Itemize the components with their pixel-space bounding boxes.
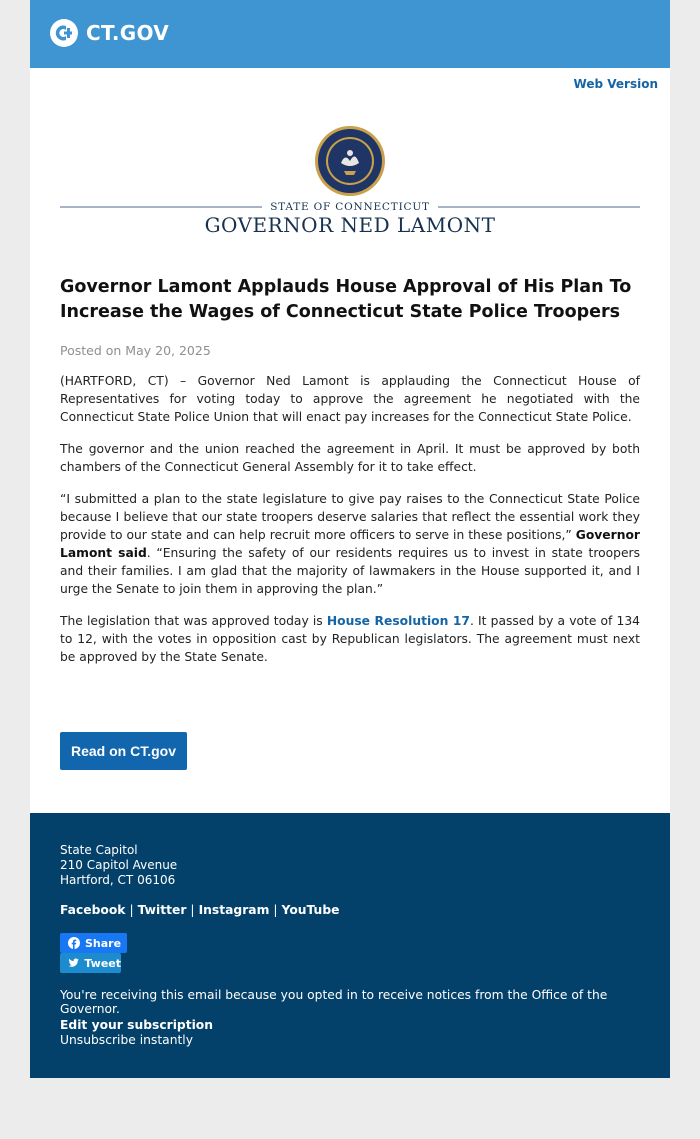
paragraph-3: “I submitted a plan to the state legislature to give pay raises to the Connecticut State Police because I believe that our state troopers deserve salaries that reflect the essential work they provide to our state and can help recruit more officers to serve in these positions,” Governor Lamont said. “Ensuring the safety of our residents requires us to invest in state troopers and their families. I am glad that the majority of lawmakers in the House supported it, and I urge the Senate to join them in approving the plan.”	[60, 492, 640, 596]
instagram-link[interactable]: Instagram	[198, 903, 270, 917]
paragraph-4: The legislation that was approved today is House Resolution 17. It passed by a vote of 134 to 12, with the votes in opposition cast by Republican legislators. The agreement must next be approved by the State Senate.	[60, 614, 641, 664]
youtube-link[interactable]: YouTube	[281, 903, 340, 917]
article	[60, 275, 640, 666]
posted-date: Posted on May 20, 2025	[60, 343, 211, 358]
governor-masthead	[60, 201, 640, 237]
twitter-link[interactable]: Twitter	[137, 903, 187, 917]
facebook-share-button[interactable]: Share	[60, 933, 127, 953]
edit-subscription-link[interactable]: Edit your subscription	[60, 1018, 214, 1032]
unsubscribe-link[interactable]: Unsubscribe instantly	[60, 1033, 194, 1047]
main-content	[30, 68, 670, 813]
ct-gov-logo[interactable]	[50, 19, 169, 47]
email-container	[30, 0, 670, 1078]
footer	[30, 813, 670, 1078]
article-title: Governor Lamont Applauds House Approval of His Plan To Increase the Wages of Connecticut State Police Troopers	[60, 277, 632, 322]
twitter-icon	[68, 957, 79, 969]
state-label: STATE OF CONNECTICUT	[270, 201, 430, 213]
paragraph-2: The governor and the union reached the agreement in April. It must be approved by both chambers of the Connecticut General Assembly for it to take effect.	[60, 442, 640, 474]
tweet-button[interactable]: Tweet	[60, 953, 121, 973]
masthead-rule-right	[438, 206, 640, 208]
ct-logo-icon	[50, 19, 78, 47]
subscription-notice: You're receiving this email because you opted in to receive notices from the Office of the Governor.	[60, 988, 608, 1016]
governor-seal-icon	[314, 125, 386, 197]
header-bar	[30, 0, 670, 68]
read-on-ctgov-button[interactable]: Read on CT.gov	[60, 732, 187, 770]
facebook-link[interactable]: Facebook	[60, 903, 126, 917]
logo-text: CT.GOV	[86, 21, 170, 45]
web-version-link[interactable]: Web Version	[573, 77, 658, 91]
governor-name: GOVERNOR NED LAMONT	[204, 213, 496, 237]
paragraph-1: (HARTFORD, CT) – Governor Ned Lamont is applauding the Connecticut House of Representatives for voting today to approve the agreement he negotiated with the Connecticut State Police Union that will enact pay increases for the Connecticut State Police.	[60, 374, 640, 424]
address: State Capitol 210 Capitol Avenue Hartford, CT 06106	[60, 843, 178, 887]
house-resolution-link[interactable]: House Resolution 17	[326, 614, 470, 628]
social-links: Facebook | Twitter | Instagram | YouTube	[60, 903, 340, 917]
masthead-rule-left	[60, 206, 262, 208]
governor-attribution: Governor Lamont said	[60, 528, 640, 560]
facebook-icon	[68, 937, 80, 949]
